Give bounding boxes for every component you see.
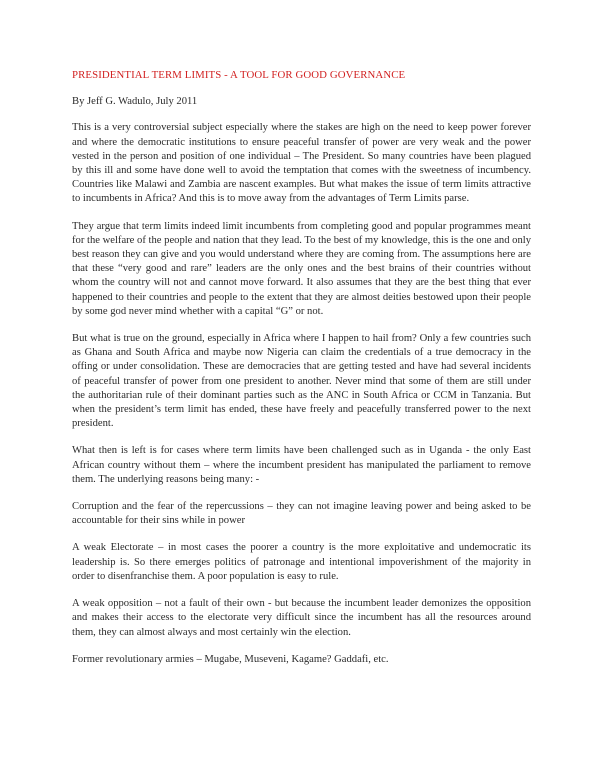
paragraph-arguments: They argue that term limits indeed limit incumbents from completing good and popular programmes meant for the welfare of the people and nation that they lead. To the best of my knowledge, this is the one and only best reason they can give and you would understand where they are coming from. The assumptions here are that these “very good and rare” leaders are the only ones and the best brains of their countries without whom the country will not and cannot move forward. It also assumes that they are the best thing that ever happened to their countries and people to the extent that they are almost deities bestowed upon their people by some god never mind whether with a capital “G” or not. [72, 220, 531, 317]
paragraph-weak-opposition: A weak opposition – not a fault of their own - but because the incumbent leader demonizes the opposition and makes their access to the electorate very difficult since the incumbent has all the resources around them, they can almost always and most certainly win the election. [72, 598, 531, 638]
paragraph-intro: This is a very controversial subject especially where the stakes are high on the need to keep power forever and where the democratic institutions to ensure peaceful transfer of power are very weak and the power vested in the person and position of one individual – The President. So many countries have been plagued by this ill and some have done well to avoid the temptation that comes with the sweetness of incumbency. Countries like Malawi and Zambia are nascent examples. But what makes the issue of term limits attractive to incumbents in Africa? And this is to move away from the advantages of Term Limits parse. [72, 122, 531, 205]
document-title: PRESIDENTIAL TERM LIMITS - A TOOL FOR GOOD GOVERNANCE [72, 69, 406, 81]
paragraph-africa-reality: But what is true on the ground, especially in Africa where I happen to hail from? Only a few countries such as Ghana and South Africa and maybe now Nigeria can claim the credentials of a true democracy in the offing or under consolidation. These are democracies that are getting tested and have had several incidents of peaceful transfer of power from one president to another. Never mind that some of them are still under the authoritarian rule of their dominant parties such as the ANC in South Africa or CCM in Tanzania. But when the president’s term limit has ended, these have freely and peacefully transferred power to the next president. [72, 333, 531, 430]
paragraph-weak-electorate: A weak Electorate – in most cases the poorer a country is the more exploitative and undemocratic its leadership is. So there emerges politics of patronage and intentional impoverishment of the majority in order to disenfranchise them. A poor population is easy to rule. [72, 542, 531, 582]
document-page [72, 68, 531, 680]
paragraph-revolutionary-armies: Former revolutionary armies – Mugabe, Museveni, Kagame? Gaddafi, etc. [72, 653, 389, 665]
author-byline: By Jeff G. Wadulo, July 2011 [72, 96, 198, 108]
paragraph-uganda-case: What then is left is for cases where term limits have been challenged such as in Uganda - the only East African country without them – where the incumbent president has manipulated the parliament to remove them. The underlying reasons being many: - [72, 445, 531, 485]
paragraph-corruption: Corruption and the fear of the repercussions – they can not imagine leaving power and being asked to be accountable for their sins while in power [72, 501, 531, 527]
